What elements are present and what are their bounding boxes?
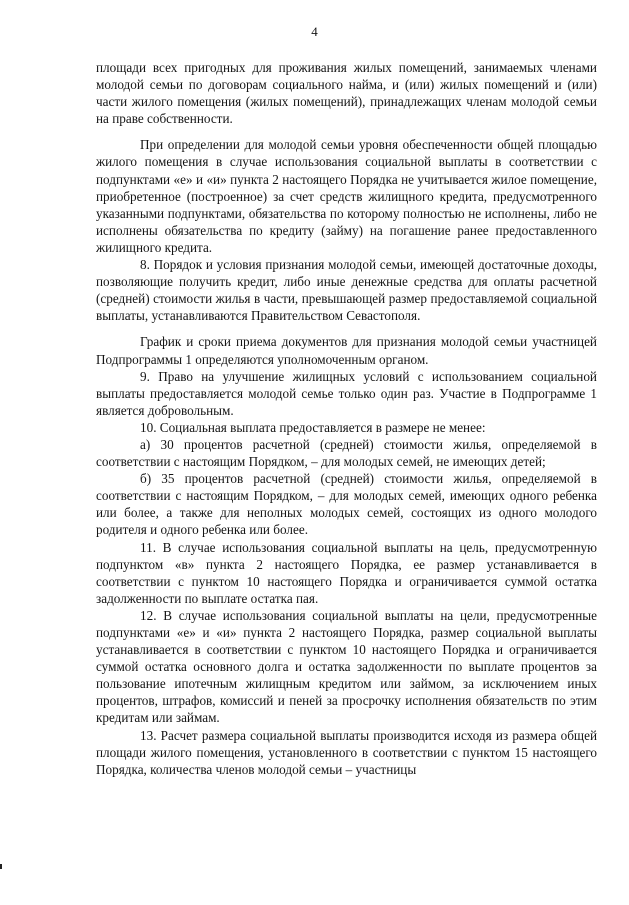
scan-edge-mark xyxy=(0,864,2,869)
paragraph-item-10: 10. Социальная выплата предоставляется в размере не менее: xyxy=(140,419,486,435)
paragraph-item-12: 12. В случае использования социальной выплаты на цели, предусмотренные подпунктами «е» и «и» пункта 2 настоящего Порядка, размер социальной выплаты устанавливается в соответствии с пунктом 10 настоящего Порядка и ограничивается суммой остатка основного долга и остатка задолженности по выплате процентов за пользование ипотечным жилищным кредитом или займом, за исключением иных процентов, штрафов, комиссий и пеней за просрочку исполнения обязательств по этим кредитам или займам. xyxy=(96,607,597,726)
document-body xyxy=(96,59,597,778)
paragraph-continuation: площади всех пригодных для проживания жилых помещений, занимаемых членами молодой семьи по договорам социального найма, и (или) жилых помещений и (или) части жилого помещения (жилых помещений), принадлежащих членам молодой семьи на праве собственности. xyxy=(96,60,597,127)
paragraph-item-8: 8. Порядок и условия признания молодой семьи, имеющей достаточные доходы, позволяющие получить кредит, либо иные денежные средства для оплаты расчетной (средней) стоимости жилья в части, превышающей размер предоставляемой социальной выплаты, устанавливаются Правительством Севастополя. xyxy=(96,257,597,324)
paragraph-schedule: График и сроки приема документов для признания молодой семьи участницей Подпрограммы 1 определяются уполномоченным органом. xyxy=(96,334,597,367)
paragraph-item-13: 13. Расчет размера социальной выплаты производится исходя из размера общей площади жилого помещения, установленного в соответствии с пунктом 15 настоящего Порядка, количества членов молодой семьи – участницы xyxy=(96,727,597,777)
paragraph-item-10a: а) 30 процентов расчетной (средней) стоимости жилья, определяемой в соответствии с настоящим Порядком, – для молодых семей, не имеющих детей; xyxy=(96,436,597,470)
paragraph-item-10b: б) 35 процентов расчетной (средней) стоимости жилья, определяемой в соответствии с настоящим Порядком, – для молодых семей, имеющих одного ребенка или более, а также для неполных молодых семей, состоящих из одного молодого родителя и одного ребенка или более. xyxy=(96,471,597,538)
page-number: 4 xyxy=(311,24,318,39)
paragraph-living-space-determination: При определении для молодой семьи уровня обеспеченности общей площадью жилого помещения в случае использования социальной выплаты в соответствии с подпунктами «е» и «и» пункта 2 настоящего Порядка не учитывается жилое помещение, приобретенное (построенное) за счет средств жилищного кредита, предусмотренного указанными подпунктами, обязательства по которому полностью не исполнены, либо не исполнены обязательства по кредиту (займу) на погашение ранее предоставленного жилищного кредита. xyxy=(96,137,597,255)
paragraph-item-9: 9. Право на улучшение жилищных условий с использованием социальной выплаты предоставляется молодой семье только один раз. Участие в Подпрограмме 1 является добровольным. xyxy=(96,368,597,418)
paragraph-item-11: 11. В случае использования социальной выплаты на цель, предусмотренную подпунктом «в» пункта 2 настоящего Порядка, ее размер устанавливается в соответствии с пунктом 10 настоящего Порядка и ограничивается суммой остатка задолженности по выплате остатка пая. xyxy=(96,539,597,606)
